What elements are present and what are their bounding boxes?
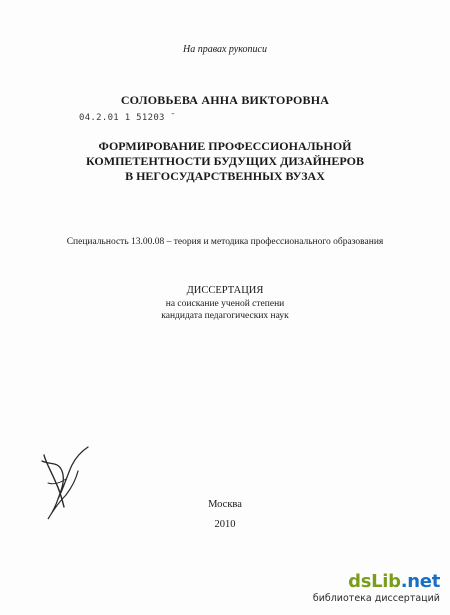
- degree-purpose-line: на соискание ученой степени: [165, 299, 285, 309]
- watermark-tagline: библиотека диссертаций: [312, 593, 440, 604]
- title-line: ФОРМИРОВАНИЕ ПРОФЕССИОНАЛЬНОЙ: [98, 139, 352, 153]
- logo-text-main: dsLib: [348, 571, 401, 592]
- title-line: В НЕГОСУДАРСТВЕННЫХ ВУЗАХ: [125, 169, 325, 183]
- logo-text-domain: .net: [400, 571, 440, 592]
- author-name: СОЛОВЬЕВА АННА ВИКТОРОВНА: [120, 93, 330, 107]
- handwritten-signature: [38, 443, 102, 525]
- rights-notice: На правах рукописи: [183, 44, 267, 55]
- library-stamp: 04.2.01 1 51203 ̄: [79, 113, 171, 123]
- dslib-logo: [313, 572, 440, 592]
- dslib-watermark: [313, 572, 440, 605]
- title-line: КОМПЕТЕНТНОСТИ БУДУЩИХ ДИЗАЙНЕРОВ: [86, 154, 364, 168]
- degree-purpose-line: кандидата педагогических наук: [161, 311, 289, 321]
- specialty-line: Специальность 13.00.08 – теория и методика профессионального образования: [66, 237, 384, 247]
- dissertation-label: ДИССЕРТАЦИЯ: [186, 285, 264, 296]
- city: Москва: [208, 499, 242, 510]
- dissertation-title: [0, 139, 450, 184]
- year: 2010: [214, 519, 236, 530]
